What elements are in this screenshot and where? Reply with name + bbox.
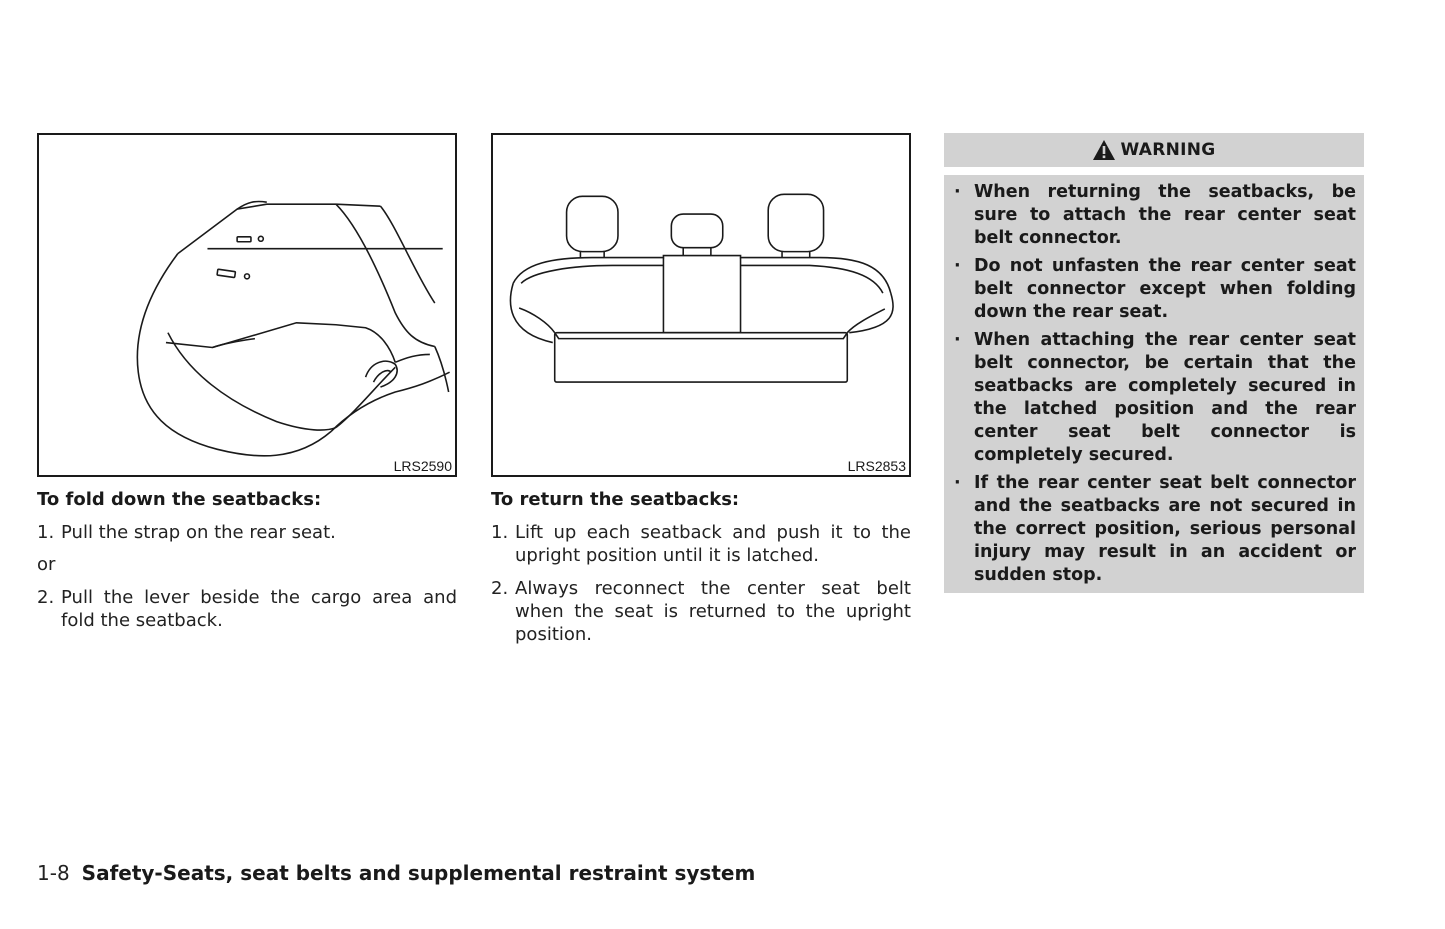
bullet: · bbox=[954, 330, 961, 350]
fold-down-heading: To fold down the seatbacks: bbox=[37, 489, 322, 510]
warning-text: When attaching the rear center seat belt connector, be certain that the seatbacks are completely secured in the latched position and the rear center seat belt connector is completely secured. bbox=[974, 330, 1356, 465]
page-number: 1-8 bbox=[37, 861, 70, 885]
figure-code: LRS2590 bbox=[393, 458, 452, 474]
fold-step-2 bbox=[37, 586, 457, 632]
fold-step-1 bbox=[37, 521, 457, 544]
bullet: · bbox=[954, 256, 961, 276]
warning-item bbox=[952, 329, 1356, 467]
folded-seat-illustration bbox=[39, 135, 455, 475]
warning-triangle-icon bbox=[1092, 139, 1116, 161]
return-heading: To return the seatbacks: bbox=[491, 489, 740, 510]
fold-down-seat-figure bbox=[37, 133, 457, 477]
warning-list bbox=[944, 175, 1364, 593]
return-step-1 bbox=[491, 521, 911, 567]
left-column bbox=[37, 133, 457, 632]
step-number: 1. bbox=[491, 522, 509, 543]
step-text: Always reconnect the center seat belt when the seat is returned to the upright position. bbox=[515, 578, 911, 645]
warning-item bbox=[952, 181, 1356, 250]
section-title: Safety-Seats, seat belts and supplemental restraint system bbox=[81, 861, 756, 885]
warning-header bbox=[944, 133, 1364, 167]
warning-text: Do not unfasten the rear center seat belt connector except when folding down the rear seat. bbox=[974, 256, 1356, 322]
warning-item bbox=[952, 472, 1356, 587]
upright-seat-illustration bbox=[493, 135, 909, 475]
figure-code: LRS2853 bbox=[847, 458, 906, 474]
step-number: 2. bbox=[37, 587, 55, 608]
page-footer bbox=[37, 860, 755, 886]
warning-title: WARNING bbox=[1120, 140, 1216, 160]
step-text: Pull the strap on the rear seat. bbox=[61, 522, 336, 543]
return-step-2 bbox=[491, 577, 911, 646]
bullet: · bbox=[954, 473, 961, 493]
warning-text: When returning the seatbacks, be sure to attach the rear center seat belt connector. bbox=[974, 182, 1356, 248]
warning-box bbox=[944, 133, 1364, 593]
step-text: Lift up each seatback and push it to the upright position until it is latched. bbox=[515, 522, 911, 566]
step-text: Pull the lever beside the cargo area and fold the seatback. bbox=[61, 587, 457, 631]
warning-item bbox=[952, 255, 1356, 324]
warning-text: If the rear center seat belt connector and the seatbacks are not secured in the correct position, serious personal injury may result in an accident or sudden stop. bbox=[974, 473, 1356, 585]
bullet: · bbox=[954, 182, 961, 202]
middle-column bbox=[491, 133, 911, 646]
step-number: 2. bbox=[491, 578, 509, 599]
step-number: 1. bbox=[37, 522, 55, 543]
return-seat-figure bbox=[491, 133, 911, 477]
or-separator: or bbox=[37, 554, 56, 575]
